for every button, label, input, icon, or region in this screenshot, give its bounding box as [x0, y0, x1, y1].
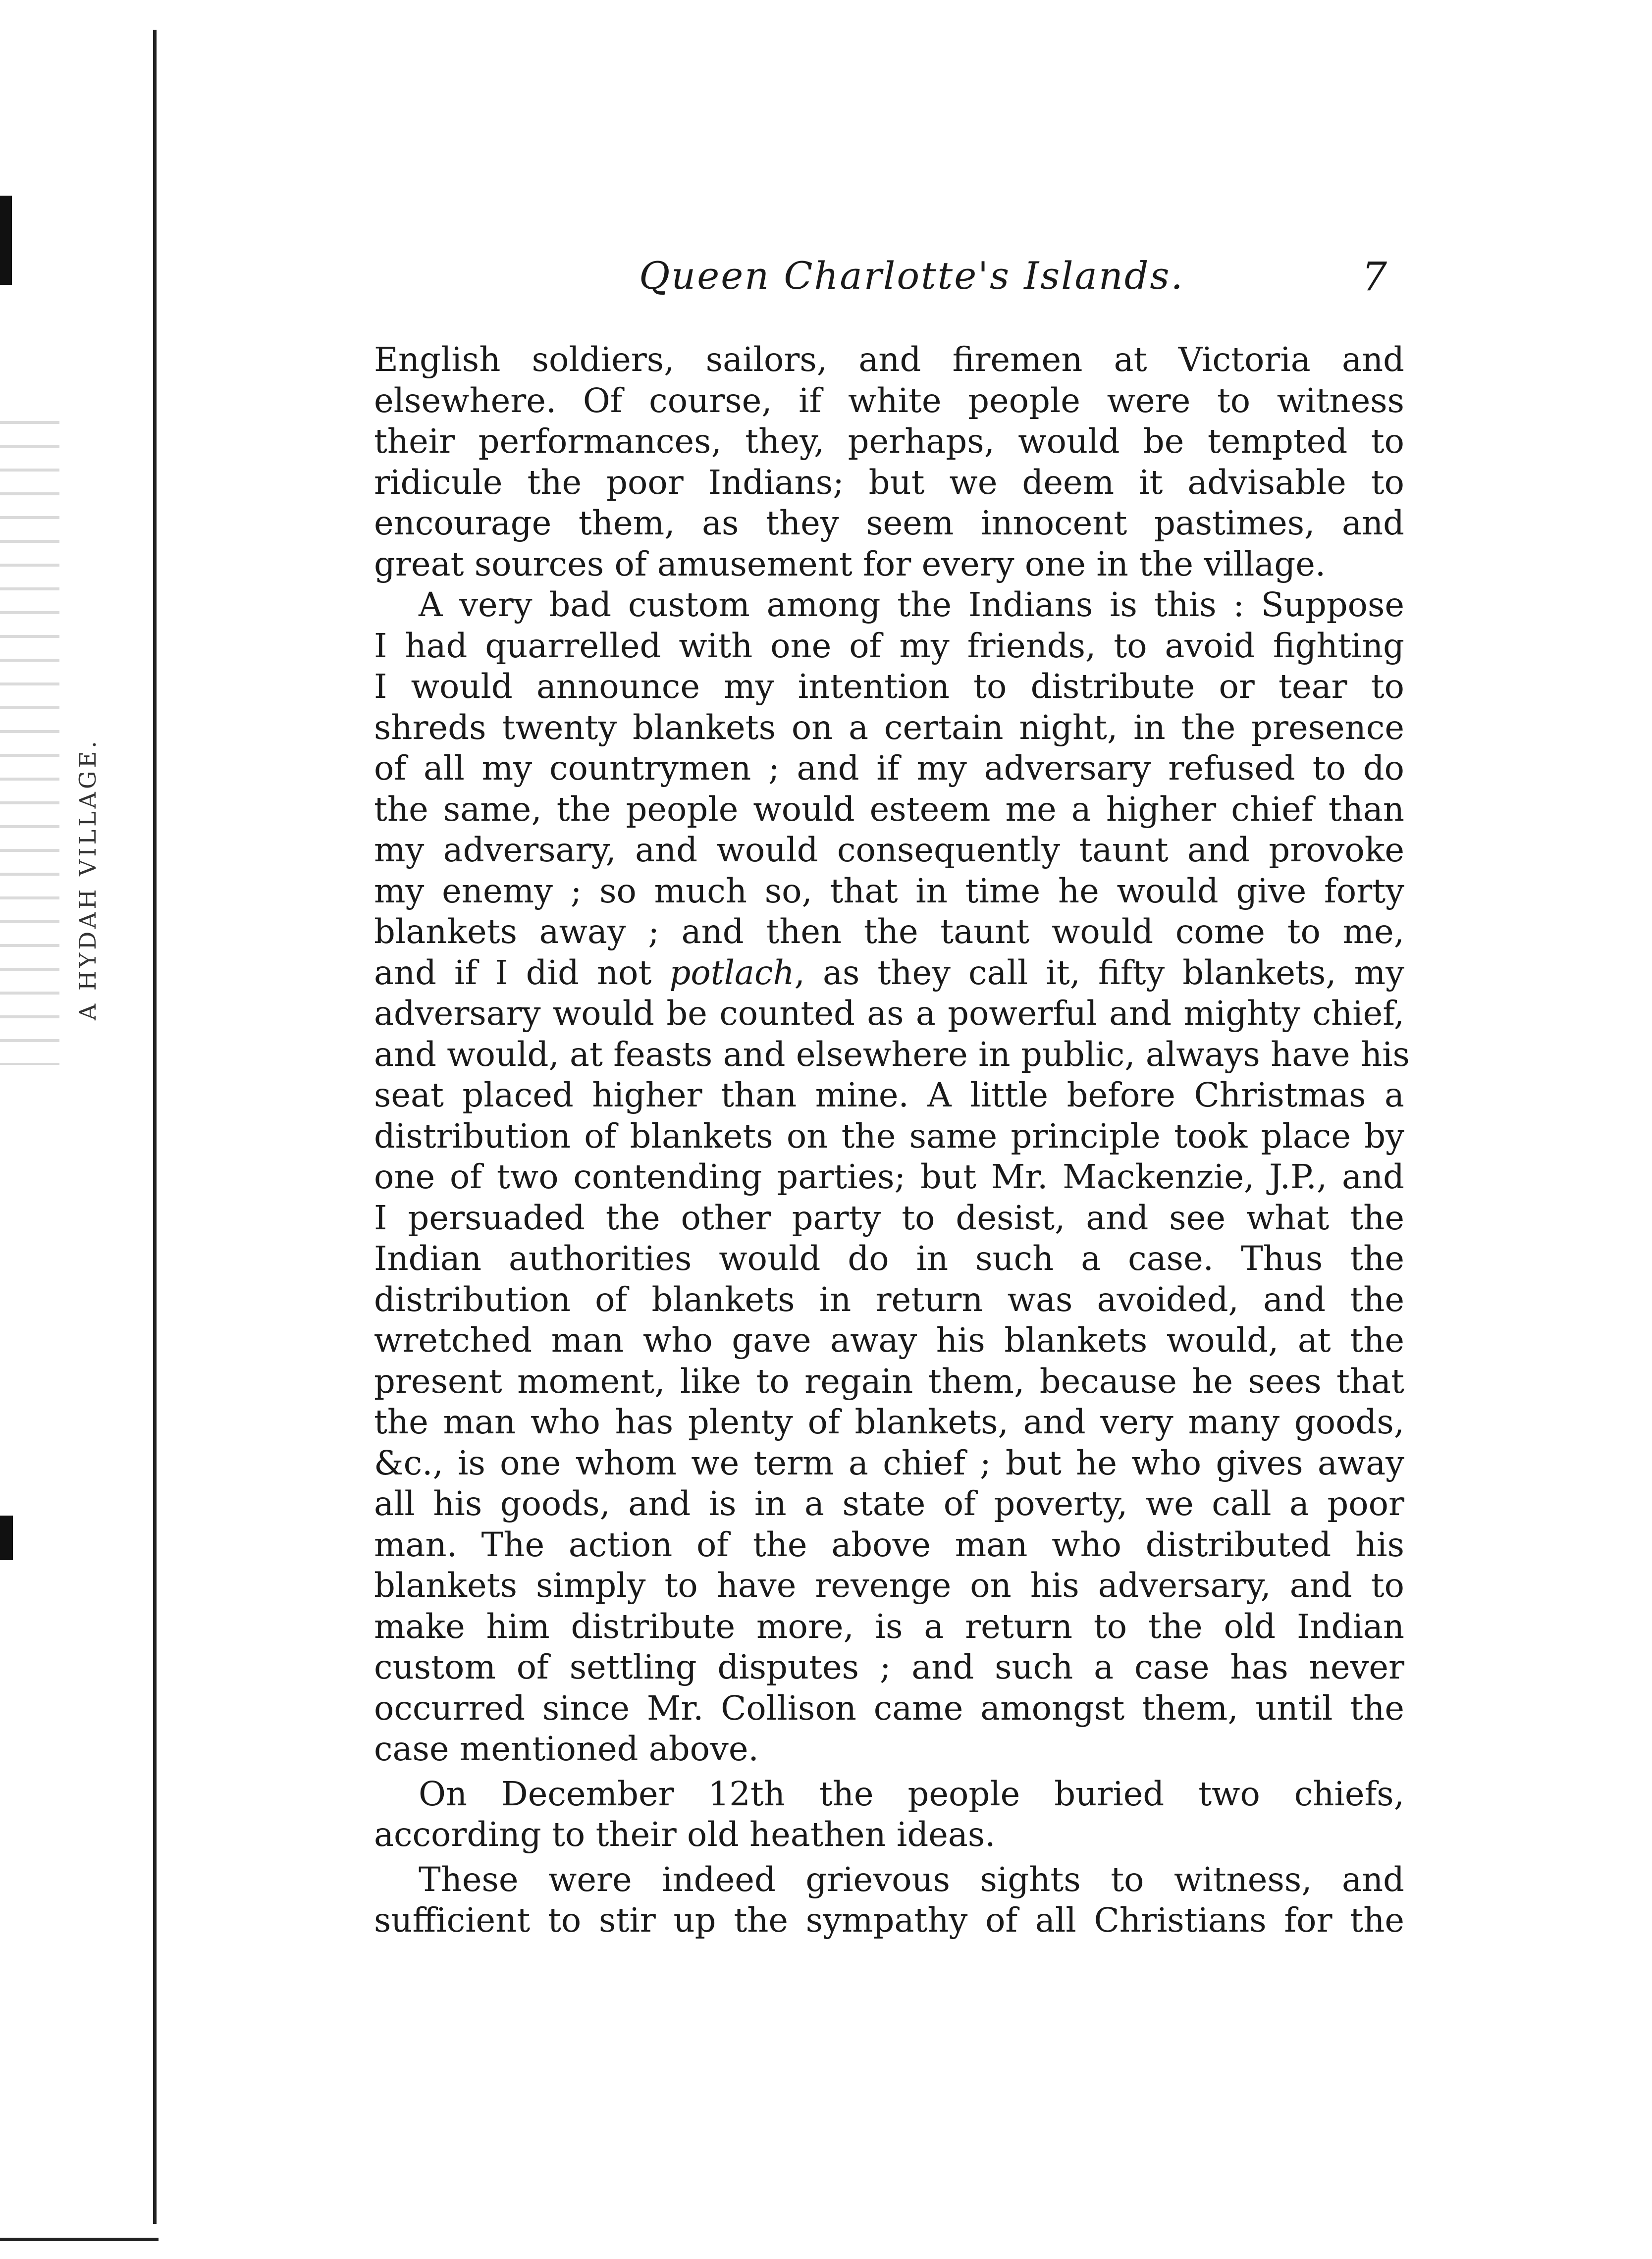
body-text — [374, 339, 1410, 1941]
text-line: the same, the people would esteem me a higher chief than — [374, 789, 1404, 829]
paragraph — [374, 1859, 1404, 1941]
text-line: the man who has plenty of blankets, and very many goods, — [374, 1403, 1404, 1441]
text-line: distribution of blankets on the same principle took place by — [374, 1116, 1404, 1156]
text-line: elsewhere. Of course, if white people were to witness — [374, 381, 1404, 420]
text-line: blankets away ; and then the taunt would come to me, — [374, 912, 1404, 951]
text-line: I persuaded the other party to desist, and see what the — [374, 1198, 1404, 1237]
text-line: blankets simply to have revenge on his adversary, and to — [374, 1566, 1404, 1605]
text-line: adversary would be counted as a powerful and mighty chief, — [374, 994, 1404, 1033]
text-line: and would, at feasts and elsewhere in public, always have his — [374, 1035, 1410, 1074]
text-line: wretched man who gave away his blankets would, at the — [374, 1321, 1404, 1360]
text-line: their performances, they, perhaps, would be tempted to — [374, 422, 1404, 461]
text-line: These were indeed grievous sights to witness, and — [419, 1860, 1404, 1899]
text-line: A very bad custom among the Indians is this : Suppose — [419, 585, 1404, 624]
text-line: distribution of blankets in return was avoided, and the — [374, 1280, 1404, 1319]
text-line: all his goods, and is in a state of poverty, we call a poor — [374, 1484, 1404, 1523]
plate-caption: A HYDAH VILLAGE. — [74, 738, 101, 1020]
text-line: case mentioned above. — [374, 1730, 759, 1768]
running-head — [619, 254, 1387, 308]
text-line: one of two contending parties; but Mr. Mackenzie, J.P., and — [374, 1157, 1404, 1196]
gutter-rule — [153, 30, 157, 2224]
text-line: my adversary, and would consequently taunt and provoke — [374, 831, 1404, 869]
running-title: Queen Charlotte's Islands. — [639, 254, 1184, 298]
text-line: occurred since Mr. Collison came amongst them, until the — [374, 1688, 1404, 1728]
italic-term: potlach — [669, 953, 795, 992]
text-line: custom of settling disputes ; and such a case has never — [374, 1648, 1404, 1686]
text-line: I had quarrelled with one of my friends, to avoid fighting — [374, 626, 1404, 665]
paragraph — [374, 1774, 1404, 1855]
binding-mark-middle — [0, 1516, 13, 1560]
text-line: present moment, like to regain them, because he sees that — [374, 1362, 1404, 1401]
text-line: I would announce my intention to distribute or tear to — [374, 667, 1404, 706]
text-line: English soldiers, sailors, and firemen at Victoria and — [374, 340, 1404, 379]
text-line: shreds twenty blankets on a certain night, in the presence — [374, 708, 1404, 747]
page-number: 7 — [1362, 254, 1387, 300]
text-line: great sources of amusement for every one in the village. — [374, 544, 1326, 583]
text-line: man. The action of the above man who distributed his — [374, 1525, 1404, 1564]
text-line: seat placed higher than mine. A little before Christmas a — [374, 1076, 1404, 1114]
text-line: &c., is one whom we term a chief ; but he who gives away — [374, 1443, 1404, 1482]
text-line: of all my countrymen ; and if my adversary refused to do — [374, 749, 1404, 788]
text-line: make him distribute more, is a return to the old Indian — [374, 1607, 1404, 1646]
text-line: and if I did not potlach, as they call it, fifty blankets, my — [374, 953, 1404, 992]
binding-mark-top — [0, 196, 12, 285]
text-line: ridicule the poor Indians; but we deem it advisable to — [374, 463, 1404, 502]
facing-plate-residue — [0, 421, 59, 1065]
paragraph — [374, 339, 1404, 584]
gutter-foot-rule — [0, 2238, 159, 2241]
text-line: Indian authorities would do in such a case. Thus the — [374, 1239, 1404, 1278]
text-line: my enemy ; so much so, that in time he would give forty — [374, 871, 1404, 910]
text-line: encourage them, as they seem innocent pastimes, and — [374, 504, 1404, 542]
text-line: according to their old heathen ideas. — [374, 1815, 996, 1854]
text-line: sufficient to stir up the sympathy of all Christians for the — [374, 1901, 1404, 1940]
paragraph — [374, 584, 1410, 1770]
text-line: On December 12th the people buried two chiefs, — [419, 1774, 1404, 1813]
